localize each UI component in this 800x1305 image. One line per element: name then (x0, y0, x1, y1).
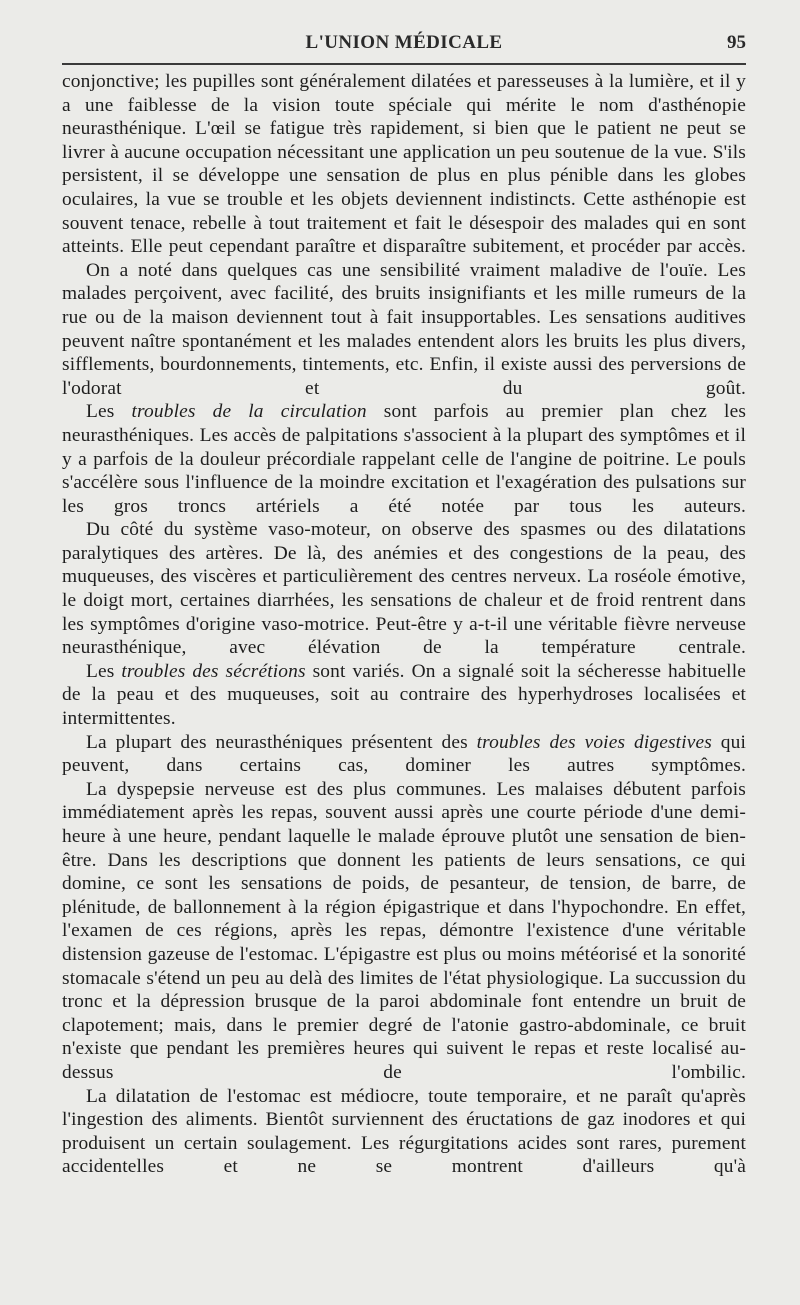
italic-term-secretions: troubles des sécrétions (121, 660, 306, 682)
paragraph-secretions-rest: sont variés. On a signalé soit la sécheresse habituelle de la peau et des muqueuses, soit au contraire des hyperhydroses localisées et intermittentes. (62, 660, 747, 730)
paragraph-circulation-rest: sont parfois au premier plan chez les neurasthéniques. Les accès de palpitations s'associent à la plupart des symptômes et il y a parfois de la douleur précordiale rappelant celle de l'angine de poitrine. Le pouls s'accélère sous l'influence de la moindre excitation et l'exagération des pulsations sur les gros troncs artériels a été notée par tous les auteurs. (62, 401, 747, 517)
page-header (62, 30, 746, 62)
page-number: 95 (727, 32, 746, 53)
paragraph-eye-symptoms: conjonctive; les pupilles sont généralement dilatées et paresseuses à la lumière, et il y a une faiblesse de la vision toute spéciale qui mérite le nom d'asthénopie neurasthénique. L'œil se fatigue très rapidement, si bien que le patient ne peut se livrer à aucune occupation nécessitant une application un peu soutenue de la vue. S'ils persistent, il se développe une sensation de plus en plus pénible dans les globes oculaires, la vue se trouble et les objets deviennent indistincts. Cette asthénopie est souvent tenace, rebelle à tout traitement et fait le désespoir des malades qui en sont atteints. Elle peut cependant paraître et disparaître subitement, et procéder par accès. (62, 71, 746, 258)
running-title: L'UNION MÉDICALE (305, 32, 503, 53)
paragraph-digestive-start: La plupart des neurasthéniques présentent des (86, 731, 477, 753)
paragraph-secretions-start: Les (86, 660, 122, 682)
italic-term-circulation: troubles de la circulation (131, 401, 367, 423)
paragraph-circulation (62, 400, 746, 518)
italic-term-digestive: troubles des voies digestives (476, 731, 712, 753)
paragraph-hearing: On a noté dans quelques cas une sensibilité vraiment maladive de l'ouïe. Les malades perçoivent, avec facilité, des bruits insignifiants et les mille rumeurs de la rue ou de la maison deviennent tout à fait insupportables. Les sensations auditives peuvent naître spontanément et les malades entendent alors les bruits les plus divers, sifflements, bourdonnements, tintements, etc. Enfin, il existe aussi des perversions de l'odorat et du goût. (62, 259, 746, 399)
paragraph-dyspepsia: La dyspepsie nerveuse est des plus communes. Les malaises débutent parfois immédiatement après les repas, souvent aussi après une courte période d'une demi-heure à une heure, pendant laquelle le malade éprouve plutôt une sensation de bien-être. Dans les descriptions que donnent les patients de leurs sensations, ce qui domine, ce sont les sensations de poids, de pesanteur, de tension, de barre, de plénitude, de ballonnement à la région épigastrique et dans l'hypochondre. En effet, l'examen de ces régions, après les repas, démontre l'existence d'une véritable distension gazeuse de l'estomac. L'épigastre est plus ou moins météorisé et la sonorité stomacale s'étend un peu au delà des limites de l'état physiologique. La succussion du tronc et la dépression brusque de la paroi abdominale font entendre un bruit de clapotement; mais, dans le premier degré de l'atonie gastro-abdominale, ce bruit n'existe que pendant les premières heures qui suivent le repas et reste localisé au-dessus de l'ombilic. (62, 778, 746, 1083)
paragraph-digestive-rest: qui peuvent, dans certains cas, dominer les autres symptômes. (62, 731, 746, 777)
paragraph-vasomotor: Du côté du système vaso-moteur, on observe des spasmes ou des dilatations paralytiques des artères. De là, des anémies et des congestions de la peau, des muqueuses, des viscères et particulièrement des centres nerveux. La roséole émotive, le doigt mort, certaines diarrhées, les sensations de chaleur et de froid rentrent dans les symptômes d'origine vaso-motrice. Peut-être y a-t-il une véritable fièvre nerveuse neurasthénique, avec élévation de la température centrale. (62, 519, 746, 659)
paragraph-digestive (62, 731, 746, 778)
paragraph-circulation-start: Les (86, 401, 132, 423)
header-rule (62, 63, 746, 65)
paragraph-secretions (62, 660, 746, 731)
paragraph-stomach-dilatation: La dilatation de l'estomac est médiocre, toute temporaire, et ne paraît qu'après l'ingestion des aliments. Bientôt surviennent des éructations de gaz inodores et qui produisent un certain soulagement. Les régurgitations acides sont rares, purement accidentelles et ne se montrent d'ailleurs qu'à (62, 1085, 746, 1178)
body-text (62, 70, 746, 1179)
